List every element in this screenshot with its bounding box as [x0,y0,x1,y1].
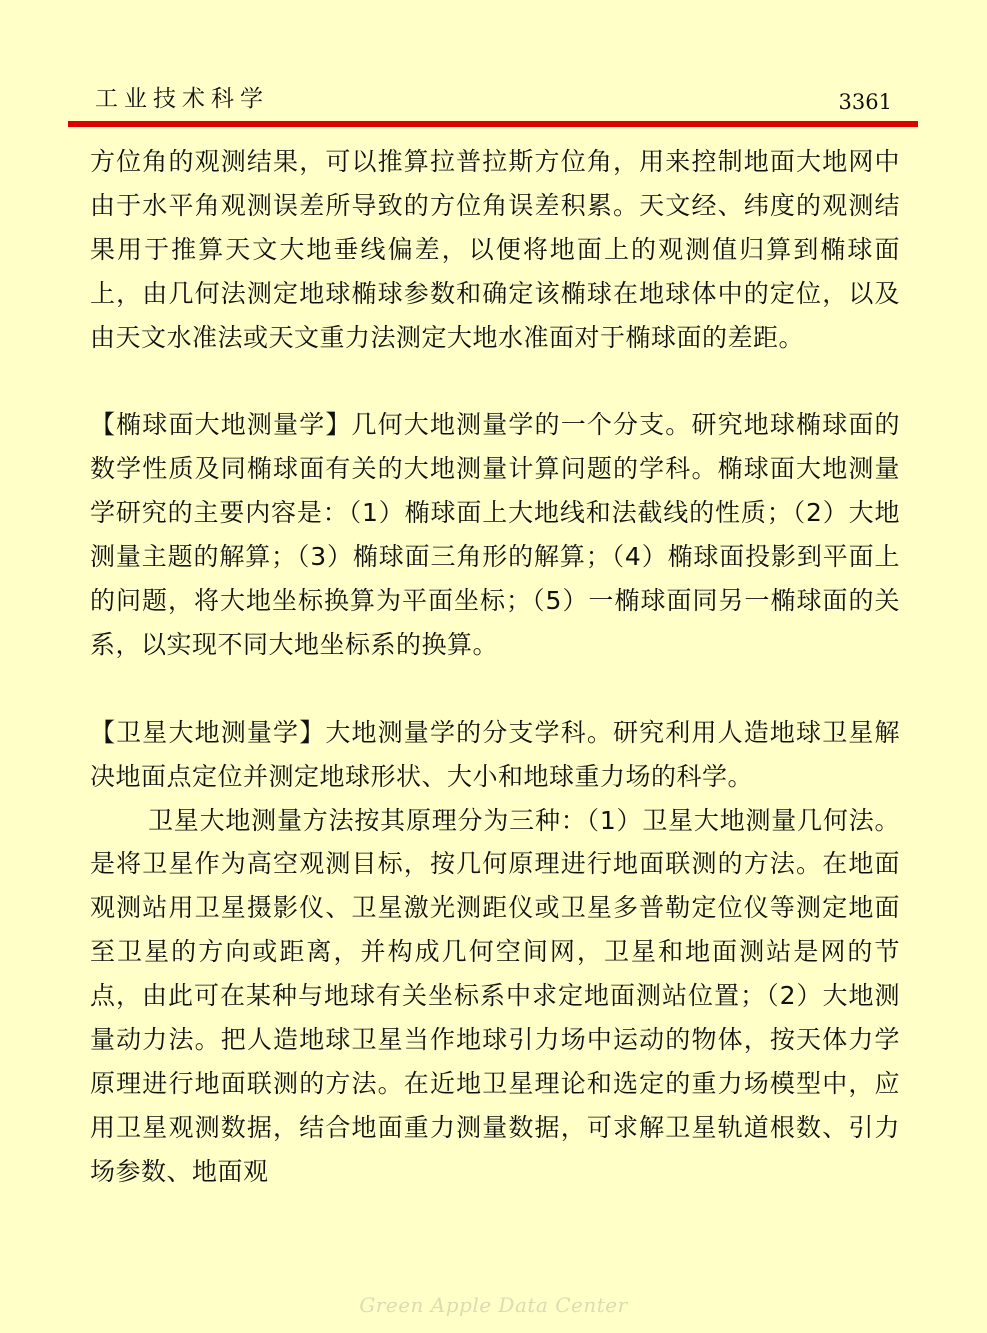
page-number: 3361 [838,90,892,114]
paragraph-spacer [90,667,900,711]
paragraph-satellite-methods: 卫星大地测量方法按其原理分为三种：（1）卫星大地测量几何法。是将卫星作为高空观测目标，按几何原理进行地面联测的方法。在地面观测站用卫星摄影仪、卫星激光测距仪或卫星多普勒定位仪等测定地面至卫星的方向或距离，并构成几何空间网，卫星和地面测站是网的节点，由此可在某种与地球有关坐标系中求定地面测站位置；（2）大地测量动力法。把人造地球卫星当作地球引力场中运动的物体，按天体力学原理进行地面联测的方法。在近地卫星理论和选定的重力场模型中，应用卫星观测数据，结合地面重力测量数据，可求解卫星轨道根数、引力场参数、地面观 [90,805,900,1186]
watermark-text: Green Apple Data Center [359,1293,628,1317]
entry-satellite-geodesy: 【卫星大地测量学】大地测量学的分支学科。研究利用人造地球卫星解决地面点定位并测定地球形状、大小和地球重力场的科学。 [90,717,900,791]
journal-title: 工业技术科学 [95,86,269,112]
header-rule [68,121,918,127]
paragraph-astronomic-observation: 方位角的观测结果，可以推算拉普拉斯方位角，用来控制地面大地网中由于水平角观测误差所导致的方位角误差积累。天文经、纬度的观测结果用于推算天文大地垂线偏差，以便将地面上的观测值归算到椭球面上，由几何法测定地球椭球参数和确定该椭球在地球体中的定位，以及由天文水准法或天文重力法测定大地水准面对于椭球面的差距。 [90,147,900,352]
entry-ellipsoidal-geodesy: 【椭球面大地测量学】几何大地测量学的一个分支。研究地球椭球面的数学性质及同椭球面有关的大地测量计算问题的学科。椭球面大地测量学研究的主要内容是：（1）椭球面上大地线和法截线的性质；（2）大地测量主题的解算；（3）椭球面三角形的解算；（4）椭球面投影到平面上的问题，将大地坐标换算为平面坐标；（5）一椭球面同另一椭球面的关系，以实现不同大地坐标系的换算。 [90,410,900,659]
article-body [90,140,900,1194]
paragraph-spacer [90,360,900,404]
page-header [0,0,987,130]
